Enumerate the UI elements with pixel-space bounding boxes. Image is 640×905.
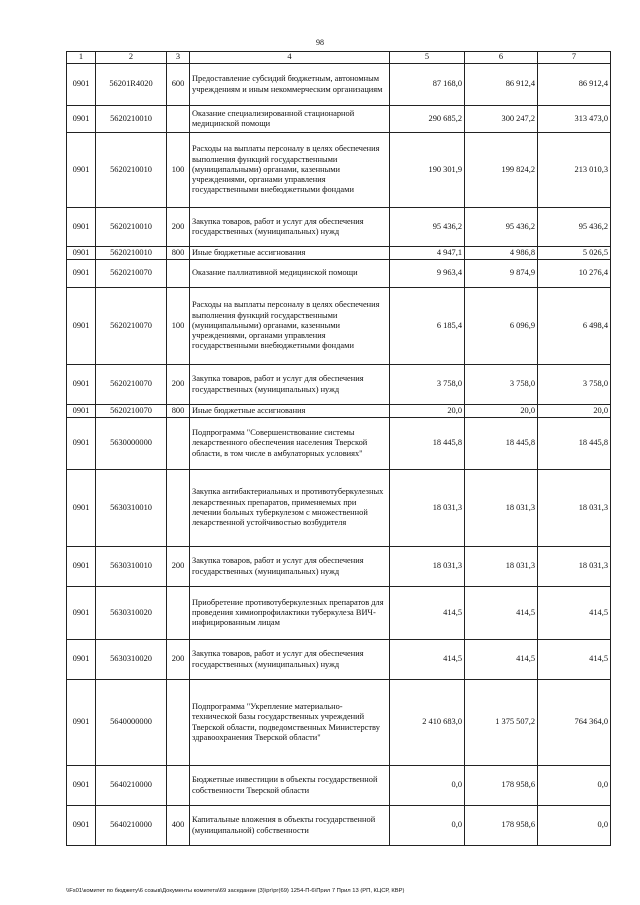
row-amount-col7: 95 436,2 (538, 208, 611, 247)
header-col-5: 5 (390, 52, 465, 64)
row-expense-kind: 400 (167, 806, 190, 846)
row-amount-col6: 414,5 (465, 640, 538, 680)
row-amount-col7: 3 758,0 (538, 365, 611, 405)
table-row (67, 766, 611, 806)
row-expense-kind: 200 (167, 365, 190, 405)
row-section-code: 0901 (67, 405, 96, 418)
table-row (67, 640, 611, 680)
row-amount-col7: 213 010,3 (538, 133, 611, 208)
row-section-code: 0901 (67, 547, 96, 587)
row-section-code: 0901 (67, 208, 96, 247)
row-amount-col6: 95 436,2 (465, 208, 538, 247)
row-target-article: 5640210000 (96, 766, 167, 806)
table-row (67, 133, 611, 208)
row-description: Расходы на выплаты персоналу в целях обеспечения выполнения функций государственными (муниципальными) органами, казенными учреждениями, органами управления государственными внебюджетными фондами (190, 133, 390, 208)
row-amount-col6: 18 031,3 (465, 470, 538, 547)
row-amount-col5: 20,0 (390, 405, 465, 418)
row-amount-col5: 190 301,9 (390, 133, 465, 208)
row-amount-col7: 0,0 (538, 806, 611, 846)
row-section-code: 0901 (67, 587, 96, 640)
row-description: Закупка товаров, работ и услуг для обеспечения государственных (муниципальных) нужд (190, 547, 390, 587)
header-col-3: 3 (167, 52, 190, 64)
row-section-code: 0901 (67, 418, 96, 470)
row-expense-kind: 800 (167, 405, 190, 418)
row-expense-kind (167, 587, 190, 640)
row-amount-col5: 414,5 (390, 640, 465, 680)
row-target-article: 5630310020 (96, 640, 167, 680)
row-target-article: 5620210010 (96, 247, 167, 260)
row-amount-col6: 18 031,3 (465, 547, 538, 587)
table-header-row (67, 52, 611, 64)
table-row (67, 288, 611, 365)
table-row (67, 806, 611, 846)
row-expense-kind: 100 (167, 133, 190, 208)
row-target-article: 5640000000 (96, 680, 167, 766)
table-row (67, 405, 611, 418)
row-amount-col5: 9 963,4 (390, 260, 465, 288)
row-amount-col5: 4 947,1 (390, 247, 465, 260)
row-amount-col5: 18 031,3 (390, 470, 465, 547)
row-expense-kind (167, 470, 190, 547)
row-section-code: 0901 (67, 64, 96, 106)
row-target-article: 5630310020 (96, 587, 167, 640)
row-amount-col7: 6 498,4 (538, 288, 611, 365)
row-description: Приобретение противотуберкулезных препаратов для проведения химиопрофилактики туберкулеза ВИЧ-инфицированным лицам (190, 587, 390, 640)
table-row (67, 106, 611, 133)
row-description: Закупка товаров, работ и услуг для обеспечения государственных (муниципальных) нужд (190, 365, 390, 405)
row-amount-col5: 18 031,3 (390, 547, 465, 587)
row-section-code: 0901 (67, 288, 96, 365)
row-amount-col6: 4 986,8 (465, 247, 538, 260)
row-amount-col7: 5 026,5 (538, 247, 611, 260)
row-amount-col6: 6 096,9 (465, 288, 538, 365)
row-expense-kind: 200 (167, 640, 190, 680)
row-amount-col7: 414,5 (538, 640, 611, 680)
header-col-6: 6 (465, 52, 538, 64)
row-target-article: 56201R4020 (96, 64, 167, 106)
row-description: Расходы на выплаты персоналу в целях обеспечения выполнения функций государственными (муниципальными) органами, казенными учреждениями, органами управления государственными внебюджетными фондами (190, 288, 390, 365)
row-amount-col7: 764 364,0 (538, 680, 611, 766)
row-amount-col6: 199 824,2 (465, 133, 538, 208)
row-description: Бюджетные инвестиции в объекты государственной собственности Тверской области (190, 766, 390, 806)
row-expense-kind: 600 (167, 64, 190, 106)
row-section-code: 0901 (67, 106, 96, 133)
row-amount-col5: 6 185,4 (390, 288, 465, 365)
row-amount-col6: 20,0 (465, 405, 538, 418)
row-description: Закупка товаров, работ и услуг для обеспечения государственных (муниципальных) нужд (190, 208, 390, 247)
row-target-article: 5630310010 (96, 470, 167, 547)
table-row (67, 260, 611, 288)
row-target-article: 5620210010 (96, 106, 167, 133)
row-amount-col7: 18 031,3 (538, 547, 611, 587)
row-description: Закупка антибактериальных и противотуберкулезных лекарственных препаратов, применяемых при лечении больных туберкулезом с множественной лекарственной устойчивостью возбудителя (190, 470, 390, 547)
row-amount-col5: 18 445,8 (390, 418, 465, 470)
row-section-code: 0901 (67, 365, 96, 405)
table-row (67, 547, 611, 587)
row-amount-col7: 313 473,0 (538, 106, 611, 133)
table-row (67, 470, 611, 547)
table-row (67, 64, 611, 106)
row-amount-col6: 9 874,9 (465, 260, 538, 288)
header-col-4: 4 (190, 52, 390, 64)
row-description: Иные бюджетные ассигнования (190, 405, 390, 418)
row-description: Иные бюджетные ассигнования (190, 247, 390, 260)
row-section-code: 0901 (67, 806, 96, 846)
row-section-code: 0901 (67, 640, 96, 680)
row-amount-col5: 0,0 (390, 806, 465, 846)
row-amount-col7: 18 031,3 (538, 470, 611, 547)
table-row (67, 680, 611, 766)
row-target-article: 5620210070 (96, 365, 167, 405)
row-section-code: 0901 (67, 680, 96, 766)
row-expense-kind: 800 (167, 247, 190, 260)
row-expense-kind (167, 106, 190, 133)
row-amount-col5: 87 168,0 (390, 64, 465, 106)
footer-file-path: \\Fs01\комитет по бюджету\6 созыв\Документы комитета\69 заседание (3)\рг\рг(69) 1254-П-6\Прил 7 Прил 13 (РП, КЦСР, КВР) (66, 888, 405, 894)
table-row (67, 365, 611, 405)
row-expense-kind (167, 418, 190, 470)
row-description: Подпрограмма "Совершенствование системы лекарственного обеспечения населения Тверской области, в том числе в амбулаторных условиях" (190, 418, 390, 470)
row-target-article: 5640210000 (96, 806, 167, 846)
row-amount-col7: 20,0 (538, 405, 611, 418)
row-amount-col6: 18 445,8 (465, 418, 538, 470)
row-target-article: 5630000000 (96, 418, 167, 470)
row-expense-kind: 200 (167, 208, 190, 247)
row-expense-kind (167, 766, 190, 806)
row-section-code: 0901 (67, 260, 96, 288)
row-amount-col5: 414,5 (390, 587, 465, 640)
row-description: Оказание специализированной стационарной медицинской помощи (190, 106, 390, 133)
row-target-article: 5620210070 (96, 260, 167, 288)
row-expense-kind (167, 680, 190, 766)
row-target-article: 5620210010 (96, 133, 167, 208)
table-row (67, 208, 611, 247)
row-expense-kind (167, 260, 190, 288)
table-row (67, 247, 611, 260)
row-amount-col7: 414,5 (538, 587, 611, 640)
row-amount-col7: 10 276,4 (538, 260, 611, 288)
table-row (67, 418, 611, 470)
row-section-code: 0901 (67, 247, 96, 260)
row-section-code: 0901 (67, 766, 96, 806)
row-expense-kind: 200 (167, 547, 190, 587)
row-section-code: 0901 (67, 470, 96, 547)
row-amount-col5: 290 685,2 (390, 106, 465, 133)
row-amount-col5: 3 758,0 (390, 365, 465, 405)
table-row (67, 587, 611, 640)
row-target-article: 5630310010 (96, 547, 167, 587)
row-amount-col6: 3 758,0 (465, 365, 538, 405)
row-target-article: 5620210070 (96, 405, 167, 418)
row-description: Предоставление субсидий бюджетным, автономным учреждениям и иным некоммерческим организациям (190, 64, 390, 106)
row-amount-col7: 86 912,4 (538, 64, 611, 106)
header-col-2: 2 (96, 52, 167, 64)
row-amount-col6: 300 247,2 (465, 106, 538, 133)
header-col-7: 7 (538, 52, 611, 64)
row-amount-col7: 18 445,8 (538, 418, 611, 470)
row-target-article: 5620210070 (96, 288, 167, 365)
row-amount-col6: 178 958,6 (465, 766, 538, 806)
row-description: Капитальные вложения в объекты государственной (муниципальной) собственности (190, 806, 390, 846)
row-amount-col5: 0,0 (390, 766, 465, 806)
row-description: Подпрограмма "Укрепление материально-технической базы государственных учреждений Тверской области, подведомственных Министерству здравоохранения Тверской области" (190, 680, 390, 766)
row-amount-col5: 2 410 683,0 (390, 680, 465, 766)
row-description: Закупка товаров, работ и услуг для обеспечения государственных (муниципальных) нужд (190, 640, 390, 680)
row-target-article: 5620210010 (96, 208, 167, 247)
budget-table (66, 51, 611, 846)
row-amount-col7: 0,0 (538, 766, 611, 806)
row-amount-col6: 1 375 507,2 (465, 680, 538, 766)
row-amount-col5: 95 436,2 (390, 208, 465, 247)
row-amount-col6: 178 958,6 (465, 806, 538, 846)
row-amount-col6: 414,5 (465, 587, 538, 640)
row-amount-col6: 86 912,4 (465, 64, 538, 106)
row-expense-kind: 100 (167, 288, 190, 365)
row-section-code: 0901 (67, 133, 96, 208)
row-description: Оказание паллиативной медицинской помощи (190, 260, 390, 288)
header-col-1: 1 (67, 52, 96, 64)
page-number: 98 (316, 38, 324, 47)
